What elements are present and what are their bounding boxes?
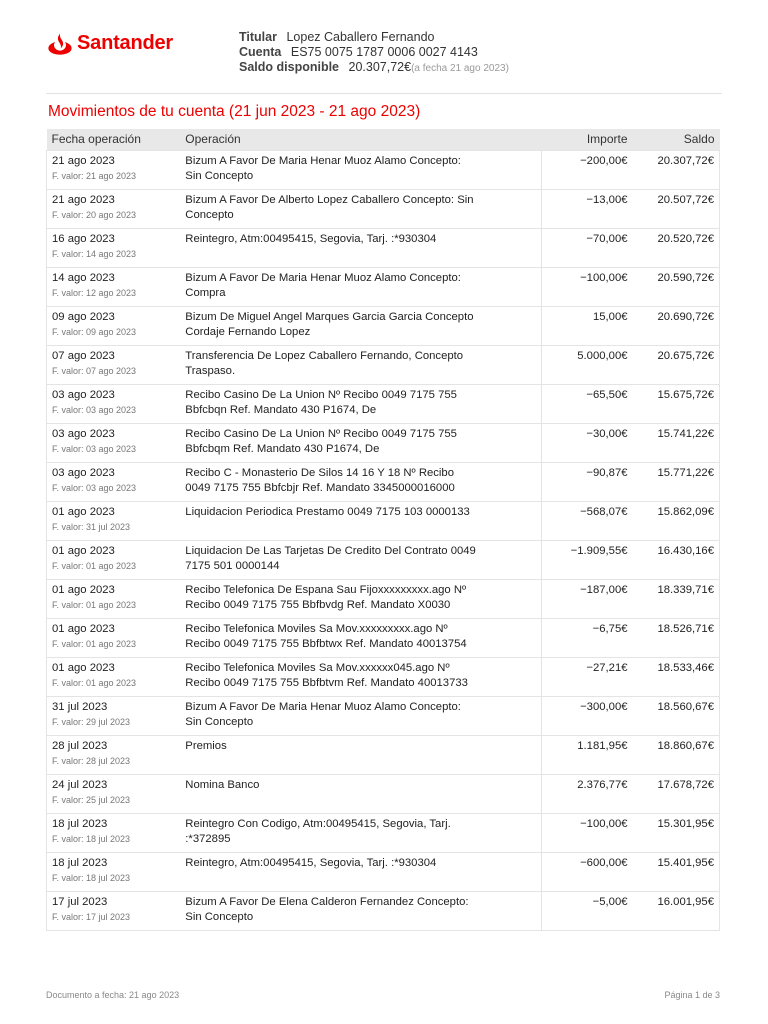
operation-line-1: Bizum A Favor De Maria Henar Muoz Alamo Concepto:: [185, 700, 461, 713]
value-date: F. valor: 18 jul 2023: [52, 873, 131, 883]
operation-line-1: Transferencia De Lopez Caballero Fernando, Concepto: [185, 349, 464, 362]
operation-date: 01 ago 2023: [52, 583, 115, 596]
cell-date: [47, 813, 181, 852]
cell-balance: 20.507,72€: [633, 189, 720, 228]
value-date: F. valor: 21 ago 2023: [52, 171, 137, 181]
operation-date: 03 ago 2023: [52, 388, 115, 401]
operation-line-1: Recibo Telefonica Moviles Sa Mov.xxxxxx045.ago Nº: [185, 661, 450, 674]
table-row: [47, 384, 720, 423]
value-date: F. valor: 03 ago 2023: [52, 405, 137, 415]
operation-date: 21 ago 2023: [52, 154, 115, 167]
operation-line-1: Recibo Casino De La Union Nº Recibo 0049 7175 755: [185, 427, 457, 440]
operation-line-2: Concepto: [185, 209, 234, 221]
value-date: F. valor: 25 jul 2023: [52, 795, 131, 805]
cell-date: [47, 735, 181, 774]
cell-operation: [180, 696, 541, 735]
operation-date: 17 jul 2023: [52, 895, 108, 908]
operation-line-2: Recibo 0049 7175 755 Bbfbtvm Ref. Mandato 40013733: [185, 677, 468, 689]
cell-balance: 15.741,22€: [633, 423, 720, 462]
cell-date: [47, 189, 181, 228]
cell-operation: [180, 306, 541, 345]
header-balance: Saldo: [633, 129, 720, 150]
operation-date: 21 ago 2023: [52, 193, 115, 206]
cell-balance: 15.301,95€: [633, 813, 720, 852]
cell-operation: [180, 891, 541, 930]
value-date: F. valor: 14 ago 2023: [52, 249, 137, 259]
cell-date: [47, 345, 181, 384]
operation-line-1: Reintegro, Atm:00495415, Segovia, Tarj. :*930304: [185, 232, 437, 245]
operation-line-2: Bbfcbqm Ref. Mandato 430 P1674, De: [185, 443, 380, 455]
operation-line-2: Sin Concepto: [185, 716, 254, 728]
operation-line-2: Recibo 0049 7175 755 Bbfbtwx Ref. Mandato 40013754: [185, 638, 467, 650]
cell-amount: −65,50€: [542, 384, 633, 423]
operation-line-1: Liquidacion De Las Tarjetas De Credito Del Contrato 0049: [185, 544, 476, 557]
operation-line-1: Bizum De Miguel Angel Marques Garcia Garcia Concepto: [185, 310, 474, 323]
value-date: F. valor: 03 ago 2023: [52, 444, 137, 454]
operation-date: 24 jul 2023: [52, 778, 108, 791]
table-row: [47, 228, 720, 267]
cell-operation: [180, 189, 541, 228]
brand-name: Santander: [77, 32, 174, 54]
page-number: Página 1 de 3: [664, 990, 720, 1000]
cell-date: [47, 852, 181, 891]
cell-operation: [180, 423, 541, 462]
cell-amount: −70,00€: [542, 228, 633, 267]
operation-line-2: Bbfcbqn Ref. Mandato 430 P1674, De: [185, 404, 377, 416]
cell-operation: [180, 657, 541, 696]
table-row: [47, 735, 720, 774]
cell-amount: −600,00€: [542, 852, 633, 891]
cell-amount: 5.000,00€: [542, 345, 633, 384]
cell-amount: −27,21€: [542, 657, 633, 696]
cell-operation: [180, 735, 541, 774]
cell-operation: [180, 813, 541, 852]
cell-operation: [180, 540, 541, 579]
transactions-table: [46, 129, 720, 931]
cell-balance: 17.678,72€: [633, 774, 720, 813]
cell-date: [47, 540, 181, 579]
cell-balance: 16.001,95€: [633, 891, 720, 930]
operation-line-2: Sin Concepto: [185, 170, 254, 182]
value-date: F. valor: 01 ago 2023: [52, 639, 137, 649]
value-date: F. valor: 18 jul 2023: [52, 834, 131, 844]
cell-balance: 16.430,16€: [633, 540, 720, 579]
cell-date: [47, 384, 181, 423]
table-row: [47, 189, 720, 228]
cell-amount: 2.376,77€: [542, 774, 633, 813]
operation-line-1: Recibo Telefonica Moviles Sa Mov.xxxxxxxxx.ago Nº: [185, 622, 448, 635]
holder-row: [239, 30, 509, 45]
cell-balance: 15.401,95€: [633, 852, 720, 891]
cell-operation: [180, 852, 541, 891]
operation-line-1: Bizum A Favor De Alberto Lopez Caballero Concepto: Sin: [185, 193, 474, 206]
cell-balance: 18.526,71€: [633, 618, 720, 657]
value-date: F. valor: 01 ago 2023: [52, 678, 137, 688]
value-date: F. valor: 12 ago 2023: [52, 288, 137, 298]
account-summary: [239, 30, 509, 76]
account-label: Cuenta: [239, 45, 282, 59]
cell-operation: [180, 150, 541, 189]
operation-date: 03 ago 2023: [52, 427, 115, 440]
operation-date: 31 jul 2023: [52, 700, 108, 713]
document-date: Documento a fecha: 21 ago 2023: [46, 990, 180, 1000]
operation-line-2: Traspaso.: [185, 365, 236, 377]
operation-line-2: Recibo 0049 7175 755 Bbfbvdg Ref. Mandato X0030: [185, 599, 451, 611]
header-operation: Operación: [180, 129, 541, 150]
cell-date: [47, 306, 181, 345]
operation-line-1: Bizum A Favor De Elena Calderon Fernandez Concepto:: [185, 895, 469, 908]
operation-date: 03 ago 2023: [52, 466, 115, 479]
operation-date: 16 ago 2023: [52, 232, 115, 245]
operation-line-1: Recibo Telefonica De Espana Sau Fijoxxxxxxxxx.ago Nº: [185, 583, 467, 596]
cell-operation: [180, 462, 541, 501]
operation-line-1: Bizum A Favor De Maria Henar Muoz Alamo Concepto:: [185, 154, 461, 167]
cell-amount: −100,00€: [542, 813, 633, 852]
table-row: [47, 540, 720, 579]
operation-line-2: :*372895: [185, 833, 231, 845]
operation-line-1: Nomina Banco: [185, 778, 260, 791]
cell-balance: 20.675,72€: [633, 345, 720, 384]
operation-line-1: Bizum A Favor De Maria Henar Muoz Alamo Concepto:: [185, 271, 461, 284]
cell-balance: 15.675,72€: [633, 384, 720, 423]
cell-amount: −1.909,55€: [542, 540, 633, 579]
page-title: Movimientos de tu cuenta (21 jun 2023 - 21 ago 2023): [48, 103, 421, 120]
operation-line-1: Liquidacion Periodica Prestamo 0049 7175 103 0000133: [185, 505, 470, 518]
operation-date: 01 ago 2023: [52, 622, 115, 635]
cell-balance: 20.520,72€: [633, 228, 720, 267]
cell-operation: [180, 618, 541, 657]
cell-balance: 18.860,67€: [633, 735, 720, 774]
cell-amount: 1.181,95€: [542, 735, 633, 774]
santander-logo: [48, 32, 173, 55]
operation-line-1: Reintegro Con Codigo, Atm:00495415, Segovia, Tarj.: [185, 817, 451, 830]
cell-amount: −6,75€: [542, 618, 633, 657]
value-date: F. valor: 29 jul 2023: [52, 717, 131, 727]
table-row: [47, 423, 720, 462]
table-row: [47, 813, 720, 852]
cell-date: [47, 774, 181, 813]
value-date: F. valor: 09 ago 2023: [52, 327, 137, 337]
operation-line-2: Sin Concepto: [185, 911, 254, 923]
table-row: [47, 150, 720, 189]
cell-amount: −5,00€: [542, 891, 633, 930]
cell-balance: 15.771,22€: [633, 462, 720, 501]
cell-date: [47, 501, 181, 540]
holder-value: Lopez Caballero Fernando: [286, 30, 435, 44]
table-row: [47, 501, 720, 540]
operation-line-1: Reintegro, Atm:00495415, Segovia, Tarj. :*930304: [185, 856, 437, 869]
value-date: F. valor: 31 jul 2023: [52, 522, 131, 532]
cell-amount: −90,87€: [542, 462, 633, 501]
operation-line-1: Premios: [185, 739, 227, 752]
operation-line-1: Recibo C - Monasterio De Silos 14 16 Y 18 Nº Recibo: [185, 466, 454, 479]
operation-line-1: Recibo Casino De La Union Nº Recibo 0049 7175 755: [185, 388, 457, 401]
value-date: F. valor: 01 ago 2023: [52, 561, 137, 571]
table-row: [47, 774, 720, 813]
cell-operation: [180, 228, 541, 267]
santander-flame-icon: [48, 33, 72, 55]
operation-date: 14 ago 2023: [52, 271, 115, 284]
cell-operation: [180, 579, 541, 618]
cell-amount: −13,00€: [542, 189, 633, 228]
cell-balance: 15.862,09€: [633, 501, 720, 540]
header-date: Fecha operación: [47, 129, 181, 150]
account-number: ES75 0075 1787 0006 0027 4143: [290, 45, 478, 59]
cell-date: [47, 618, 181, 657]
cell-date: [47, 891, 181, 930]
table-row: [47, 618, 720, 657]
cell-date: [47, 696, 181, 735]
operation-date: 28 jul 2023: [52, 739, 108, 752]
cell-operation: [180, 501, 541, 540]
cell-date: [47, 150, 181, 189]
value-date: F. valor: 03 ago 2023: [52, 483, 137, 493]
table-row: [47, 891, 720, 930]
cell-operation: [180, 267, 541, 306]
value-date: F. valor: 01 ago 2023: [52, 600, 137, 610]
cell-amount: −100,00€: [542, 267, 633, 306]
table-row: [47, 579, 720, 618]
table-row: [47, 852, 720, 891]
cell-amount: −568,07€: [542, 501, 633, 540]
cell-operation: [180, 384, 541, 423]
table-row: [47, 345, 720, 384]
cell-amount: −200,00€: [542, 150, 633, 189]
operation-date: 18 jul 2023: [52, 856, 108, 869]
operation-line-2: 7175 501 0000144: [185, 560, 280, 572]
table-row: [47, 657, 720, 696]
balance-date-note: (a fecha 21 ago 2023): [411, 63, 509, 74]
value-date: F. valor: 17 jul 2023: [52, 912, 131, 922]
cell-balance: 20.307,72€: [633, 150, 720, 189]
cell-balance: 18.533,46€: [633, 657, 720, 696]
cell-amount: −187,00€: [542, 579, 633, 618]
balance-row: [239, 60, 509, 76]
table-row: [47, 306, 720, 345]
header-amount: Importe: [542, 129, 633, 150]
cell-date: [47, 267, 181, 306]
cell-date: [47, 462, 181, 501]
operation-date: 07 ago 2023: [52, 349, 115, 362]
cell-date: [47, 657, 181, 696]
operation-line-2: 0049 7175 755 Bbfcbjr Ref. Mandato 3345000016000: [185, 482, 455, 494]
cell-balance: 20.590,72€: [633, 267, 720, 306]
cell-amount: −300,00€: [542, 696, 633, 735]
operation-line-2: Compra: [185, 287, 226, 299]
table-row: [47, 462, 720, 501]
balance-label: Saldo disponible: [239, 60, 340, 74]
value-date: F. valor: 20 ago 2023: [52, 210, 137, 220]
balance-value: 20.307,72€: [348, 60, 412, 74]
table-header-row: [47, 129, 720, 150]
holder-label: Titular: [239, 30, 277, 44]
operation-date: 01 ago 2023: [52, 544, 115, 557]
operation-line-2: Cordaje Fernando Lopez: [185, 326, 311, 338]
operation-date: 01 ago 2023: [52, 661, 115, 674]
table-row: [47, 696, 720, 735]
account-row: [239, 45, 509, 60]
cell-date: [47, 423, 181, 462]
cell-balance: 18.339,71€: [633, 579, 720, 618]
value-date: F. valor: 07 ago 2023: [52, 366, 137, 376]
cell-date: [47, 228, 181, 267]
statement-header: [46, 28, 722, 94]
value-date: F. valor: 28 jul 2023: [52, 756, 131, 766]
cell-balance: 18.560,67€: [633, 696, 720, 735]
cell-date: [47, 579, 181, 618]
cell-balance: 20.690,72€: [633, 306, 720, 345]
cell-amount: 15,00€: [542, 306, 633, 345]
operation-date: 01 ago 2023: [52, 505, 115, 518]
operation-date: 09 ago 2023: [52, 310, 115, 323]
table-row: [47, 267, 720, 306]
cell-operation: [180, 774, 541, 813]
operation-date: 18 jul 2023: [52, 817, 108, 830]
cell-amount: −30,00€: [542, 423, 633, 462]
cell-operation: [180, 345, 541, 384]
